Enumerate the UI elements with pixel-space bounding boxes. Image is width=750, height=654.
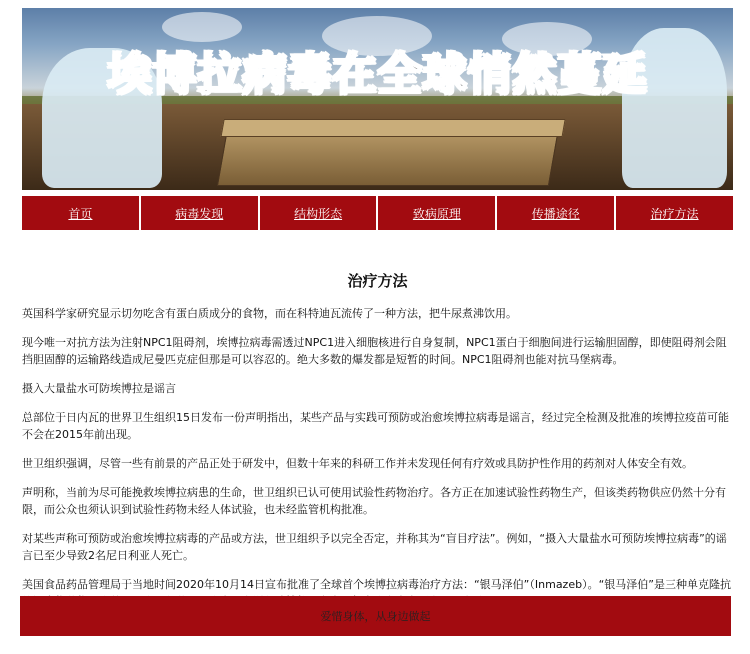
paragraph: 美国食品药品管理局于当地时间2020年10月14日宣布批准了全球首个埃博拉病毒治疗方法：“银马泽伯”（Inmazeb）。“银马泽伯”是三种单克隆抗 [22,578,731,591]
nav-item-discovery[interactable]: 病毒发现 [141,196,260,230]
banner-title [22,38,733,102]
main-content [22,270,733,622]
page-title: 治疗方法 [347,272,408,290]
nav-item-treatment[interactable]: 治疗方法 [650,206,699,221]
banner-title-part1: 埃博拉 [107,49,243,100]
paragraph: 摄入大量盐水可防埃博拉是谣言 [22,382,176,395]
paragraph: 声明称，当前为尽可能挽救埃博拉病患的生命，世卫组织已认可使用试验性药物治疗。各方正在加速试验性药物生产，但该类药物供应仍然十分有限，而公众也须认识到试验性药物未经人体试验，也未经监管机构批准。 [22,486,726,516]
paragraph: 总部位于日内瓦的世界卫生组织15日发布一份声明指出，某些产品与实践可预防或治愈埃博拉病毒是谣言，经过完全检测及批准的埃博拉疫苗可能不会在2015年前出现。 [22,411,729,441]
nav-item-structure[interactable]: 结构形态 [260,196,379,230]
paragraph: 对某些声称可预防或治愈埃博拉病毒的产品或方法，世卫组织予以完全否定，并称其为“盲目疗法”。例如，“摄入大量盐水可预防埃博拉病毒”的谣言已至少导致2名尼日利亚人死亡。 [22,532,727,562]
nav-item-pathogenesis[interactable]: 致病原理 [378,196,497,230]
paragraph: 世卫组织强调，尽管一些有前景的产品正处于研发中，但数十年来的科研工作并未发现任何有疗效或具防护性作用的药剂对人体安全有效。 [22,457,693,470]
paragraph: 现今唯一对抗方法为注射NPC1阻碍剂，埃博拉病毒需透过NPC1进入细胞核进行自身复制，NPC1蛋白于细胞间进行运输胆固醇，即使阻碍剂会阻挡胆固醇的运输路线造成尼曼匹克症但那是可以容忍的。绝大多数的爆发都是短暂的时间。NPC1阻碍剂也能对抗马堡病毒。 [22,336,727,366]
nav-item-transmission[interactable]: 传播途径 [497,196,616,230]
main-nav [22,196,733,230]
banner-title-highlight: 病毒 [242,49,333,100]
footer-text: 爱惜身体，从身边做起 [320,610,431,623]
nav-item-home[interactable]: 首页 [22,196,141,230]
banner-title-part2: 在全球悄然蔓延 [332,49,648,100]
footer-bar [20,596,731,636]
header-banner [22,8,733,190]
paragraph: 英国科学家研究显示切勿吃含有蛋白质成分的食物，而在科特迪瓦流传了一种方法，把牛尿煮沸饮用。 [22,307,517,320]
coffin-image [217,128,559,186]
